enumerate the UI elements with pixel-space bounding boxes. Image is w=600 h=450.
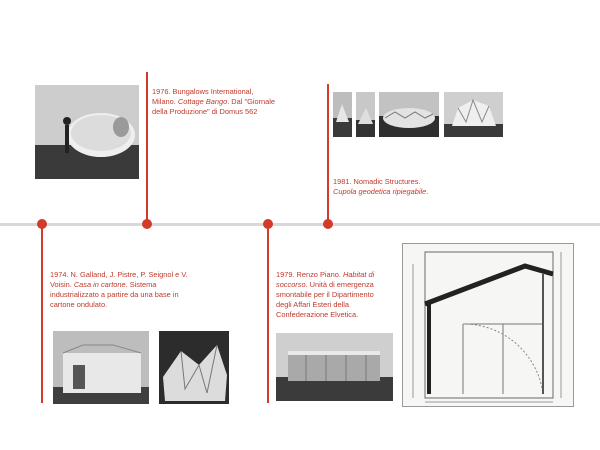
photo-geodesic-2 — [356, 92, 375, 137]
photo-geodesic-4 — [444, 92, 503, 137]
caption-1981 — [333, 177, 493, 197]
timeline-dot-1979 — [263, 219, 273, 229]
marker-line-1979 — [267, 225, 269, 403]
caption-1979-lead: 1979. Renzo Piano. — [276, 270, 343, 279]
photo-casa-cartone-2 — [159, 331, 229, 404]
caption-1974-italic: Casa in cartone — [73, 280, 126, 289]
caption-1976-italic: Cottage Bango — [177, 97, 228, 106]
caption-1974 — [50, 270, 190, 310]
marker-line-1981 — [327, 84, 329, 224]
caption-1979-tail: . Unità di emergenza smontabile per il Dipartimento degli Affari Esteri della Confederazione Elvetica. — [276, 280, 374, 319]
caption-1981-lead: 1981. Nomadic Structures. — [333, 177, 421, 186]
marker-line-1976 — [146, 72, 148, 224]
caption-1979-italic: Habitat di soccorso — [276, 270, 375, 289]
photo-geodesic-3 — [379, 92, 439, 137]
caption-1976-tail: . Dal "Giornale della Produzione" di Domus 562 — [152, 97, 276, 116]
marker-line-1974 — [41, 225, 43, 403]
caption-1981-tail: . — [426, 187, 429, 196]
photo-habitat-soccorso — [276, 333, 393, 401]
caption-1974-tail: . Sistema industrializzato a partire da una base in cartone ondulato. — [50, 280, 179, 309]
caption-1974-lead: 1974. N. Galland, J. Pistre, P. Seignol e V. Voisin. — [50, 270, 188, 289]
technical-drawing-habitat — [402, 243, 574, 407]
timeline-dot-1976 — [142, 219, 152, 229]
caption-1981-italic: Cupola geodetica ripiegabile — [333, 187, 427, 196]
photo-geodesic-1 — [333, 92, 352, 137]
photo-cottage-bango — [35, 85, 139, 179]
caption-1976 — [152, 87, 277, 117]
timeline-axis — [0, 223, 600, 226]
caption-1976-lead: 1976. Bungalows International, Milano. — [152, 87, 254, 106]
caption-1979 — [276, 270, 386, 320]
timeline-dot-1981 — [323, 219, 333, 229]
timeline-dot-1974 — [37, 219, 47, 229]
photo-casa-cartone-1 — [53, 331, 149, 404]
